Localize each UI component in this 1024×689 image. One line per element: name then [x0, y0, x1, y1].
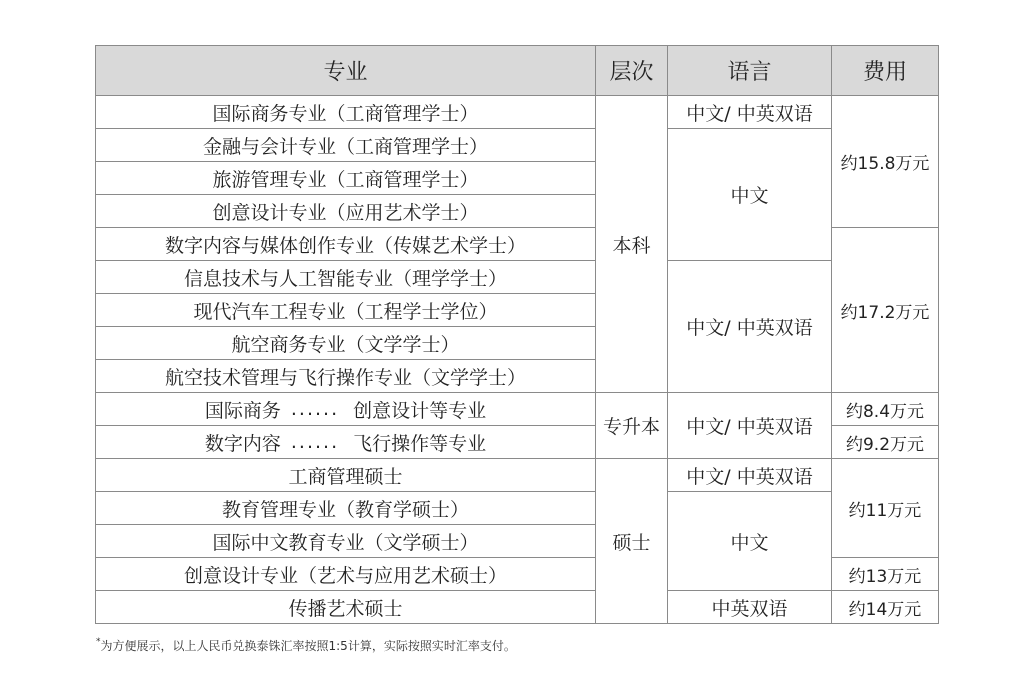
- major-cell: 数字内容与媒体创作专业（传媒艺术学士）: [96, 228, 596, 261]
- footnote-text: 为方便展示，以上人民币兑换泰铢汇率按照1:5计算，实际按照实时汇率支付。: [100, 639, 516, 653]
- header-fee: 费用: [832, 46, 939, 96]
- fee-cell: 约8.4万元: [832, 393, 939, 426]
- fee-cell: 约13万元: [832, 558, 939, 591]
- major-start: 国际商务: [204, 399, 281, 422]
- level-top-up: 专升本: [596, 393, 668, 459]
- major-cell: 创意设计专业（应用艺术学士）: [96, 195, 596, 228]
- major-end: 创意设计等专业: [353, 399, 487, 422]
- major-end: 飞行操作等专业: [353, 432, 487, 455]
- language-cell: 中文: [668, 492, 832, 591]
- major-cell: 国际商务专业（工商管理学士）: [96, 96, 596, 129]
- major-cell: 传播艺术硕士: [96, 591, 596, 624]
- major-start: 数字内容: [204, 432, 281, 455]
- language-cell: 中文: [668, 129, 832, 261]
- major-cell: 航空技术管理与飞行操作专业（文学学士）: [96, 360, 596, 393]
- major-cell: 工商管理硕士: [96, 459, 596, 492]
- major-cell: 信息技术与人工智能专业（理学学士）: [96, 261, 596, 294]
- major-cell: 国际中文教育专业（文学硕士）: [96, 525, 596, 558]
- major-ellipsis: ......: [290, 431, 340, 453]
- major-cell-top-up: [96, 426, 596, 459]
- major-ellipsis: ......: [290, 398, 340, 420]
- language-cell: 中文/ 中英双语: [668, 96, 832, 129]
- major-cell: 现代汽车工程专业（工程学士学位）: [96, 294, 596, 327]
- header-level: 层次: [596, 46, 668, 96]
- level-master: 硕士: [596, 459, 668, 624]
- major-cell-top-up: [96, 393, 596, 426]
- major-cell: 航空商务专业（文学学士）: [96, 327, 596, 360]
- major-cell: 金融与会计专业（工商管理学士）: [96, 129, 596, 162]
- fee-cell: 约15.8万元: [832, 96, 939, 228]
- fee-cell: 约14万元: [832, 591, 939, 624]
- language-cell: 中英双语: [668, 591, 832, 624]
- fee-cell: 约9.2万元: [832, 426, 939, 459]
- footnote: [96, 637, 516, 654]
- language-cell: 中文/ 中英双语: [668, 459, 832, 492]
- tuition-table: [95, 45, 939, 624]
- header-major: 专业: [96, 46, 596, 96]
- fee-cell: 约17.2万元: [832, 228, 939, 393]
- language-cell: 中文/ 中英双语: [668, 261, 832, 393]
- fee-cell: 约11万元: [832, 459, 939, 558]
- language-cell: 中文/ 中英双语: [668, 393, 832, 459]
- level-bachelor: 本科: [596, 96, 668, 393]
- major-cell: 教育管理专业（教育学硕士）: [96, 492, 596, 525]
- footnote-marker: *: [96, 637, 101, 647]
- major-cell: 创意设计专业（艺术与应用艺术硕士）: [96, 558, 596, 591]
- header-language: 语言: [668, 46, 832, 96]
- major-cell: 旅游管理专业（工商管理学士）: [96, 162, 596, 195]
